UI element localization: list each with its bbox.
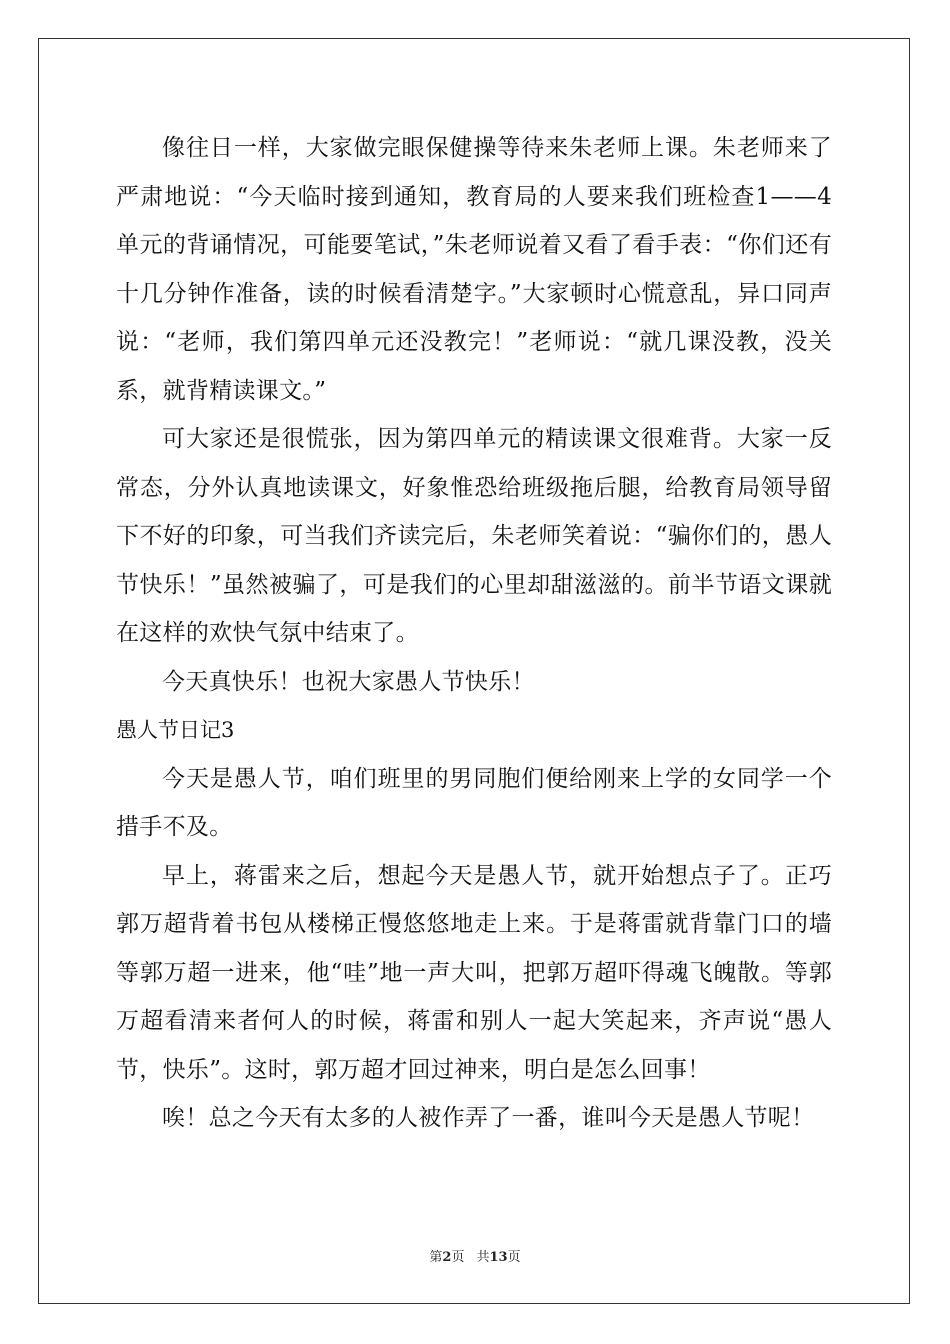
- page-prefix: 第: [429, 1250, 443, 1265]
- page-current: 2: [442, 1250, 452, 1265]
- section-heading: 愚人节日记3: [116, 718, 235, 742]
- paragraph: 早上，蒋雷来之后，想起今天是愚人节，就开始想点子了。正巧郭万超背着书包从楼梯正慢悠悠地走上来。于是蒋雷就背靠门口的墙等郭万超一进来，他“哇”地一声大叫，把郭万超吓得魂飞魄散。等郭万超看清来者何人的时候，蒋雷和别人一起大笑起来，齐声说“愚人节，快乐”。这时，郭万超才回过神来，明白是怎么回事！: [116, 862, 832, 1083]
- paragraph: 唉！总之今天有太多的人被作弄了一番，谁叫今天是愚人节呢！: [162, 1105, 815, 1131]
- total-suffix: 页: [507, 1250, 521, 1265]
- page-suffix: 页: [451, 1250, 465, 1265]
- page-footer: [0, 1246, 950, 1265]
- total-prefix: 共: [476, 1250, 490, 1265]
- paragraph: 像往日一样，大家做完眼保健操等待来朱老师上课。朱老师来了严肃地说：“今天临时接到通知，教育局的人要来我们班检查1——4单元的背诵情况，可能要笔试，”朱老师说着又看了看手表：“你们还有十几分钟作准备，读的时候看清楚字。”大家顿时心慌意乱，异口同声说：“老师，我们第四单元还没教完！”老师说：“就几课没教，没关系，就背精读课文。”: [116, 135, 832, 404]
- page-total: 13: [489, 1250, 508, 1265]
- document-body: [116, 124, 832, 1143]
- paragraph: 今天真快乐！也祝大家愚人节快乐！: [162, 668, 535, 695]
- paragraph: 可大家还是很慌张，因为第四单元的精读课文很难背。大家一反常态，分外认真地读课文，好象惟恐给班级拖后腿，给教育局领导留下不好的印象，可当我们齐读完后，朱老师笑着说：“骗你们的，愚人节快乐！”虽然被骗了，可是我们的心里却甜滋滋的。前半节语文课就在这样的欢快气氛中结束了。: [116, 426, 832, 646]
- paragraph: 今天是愚人节，咱们班里的男同胞们便给刚来上学的女同学一个措手不及。: [116, 765, 832, 840]
